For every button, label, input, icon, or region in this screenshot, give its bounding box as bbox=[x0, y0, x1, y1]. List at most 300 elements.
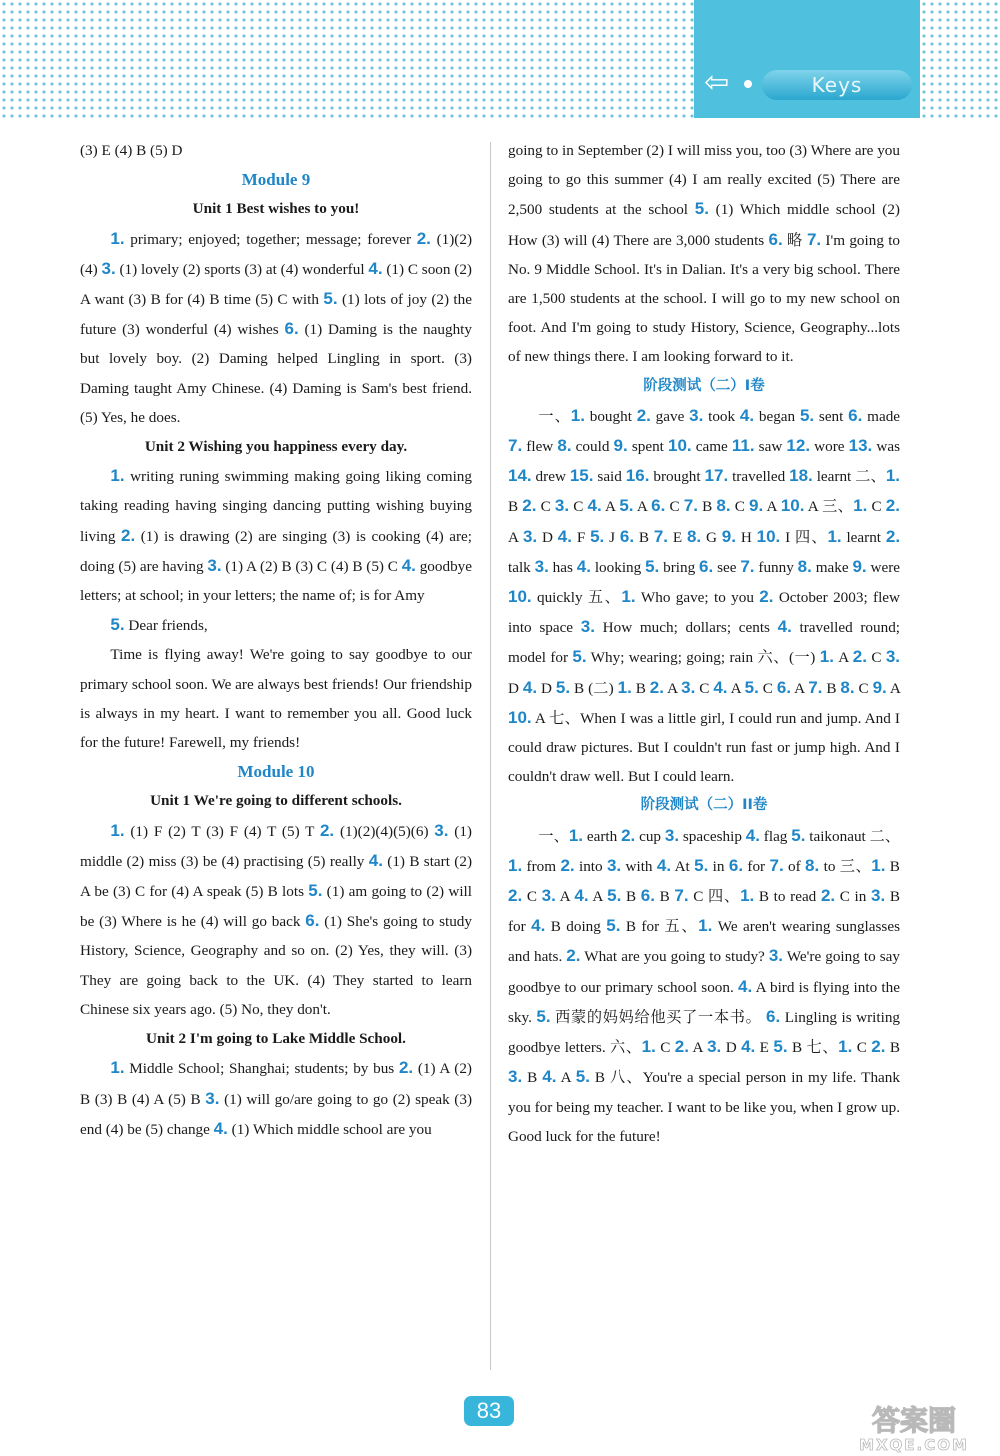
answer-text: (1) middle (2) miss (3) be (4) practising (5) really bbox=[80, 822, 472, 870]
answer-paragraph bbox=[80, 816, 472, 1024]
question-number: 5. bbox=[590, 526, 605, 546]
stage-test-heading: 阶段测试（二）II卷 bbox=[640, 797, 768, 814]
question-number: 3. bbox=[606, 855, 622, 875]
question-number: 6. bbox=[284, 319, 299, 339]
question-number: 7. bbox=[806, 229, 822, 249]
question-number: 12. bbox=[786, 436, 811, 456]
answer-text: 四、 bbox=[708, 888, 741, 906]
answer-text: learnt bbox=[812, 468, 856, 486]
question-number: 4. bbox=[656, 855, 672, 875]
unit-heading: Unit 1 We're going to different schools. bbox=[150, 792, 402, 810]
answer-text: 七、When I was a little girl, I could run and jump. And I could draw pictures. But I couldn't run fast or jump high. And I couldn't draw well. But I could learn. bbox=[508, 709, 900, 786]
answer-text: B to read bbox=[754, 888, 821, 906]
answer-text: 四、 bbox=[794, 528, 828, 546]
unit-heading: Unit 2 I'm going to Lake Middle School. bbox=[146, 1030, 406, 1048]
answer-paragraph bbox=[508, 821, 900, 1151]
question-number: 4. bbox=[587, 496, 602, 516]
answer-text: C bbox=[569, 498, 588, 516]
question-number: 17. bbox=[704, 466, 729, 486]
answer-text: talk bbox=[508, 558, 535, 576]
answer-text: with bbox=[621, 857, 657, 875]
question-number: 4. bbox=[745, 825, 760, 845]
question-number: 5. bbox=[606, 916, 621, 936]
answer-text: from bbox=[522, 857, 561, 875]
question-number: 2. bbox=[852, 647, 867, 667]
answer-text: What are you going to study? bbox=[580, 948, 769, 966]
answer-text: were bbox=[866, 558, 900, 576]
question-number: 6. bbox=[848, 405, 863, 425]
question-number: 3. bbox=[205, 1088, 220, 1108]
question-number: 2. bbox=[621, 825, 636, 845]
letter-paragraph: Time is flying away! We're going to say goodbye to our primary school soon. We are always best friends! Our friendship is always in my heart. I want to remember you all. Good luck for the future! Farewell, my friends! bbox=[80, 646, 472, 752]
answer-text: goodbye letters; at school; in your letters; the name of; is for Amy bbox=[80, 557, 472, 605]
answer-text: C bbox=[665, 498, 684, 516]
answer-text: A bbox=[763, 498, 781, 516]
answer-text: 一、 bbox=[538, 407, 571, 425]
question-number: 3. bbox=[580, 617, 595, 637]
question-number: 10. bbox=[508, 587, 532, 607]
question-number: 3. bbox=[508, 1067, 523, 1087]
answer-text: (1) lots of joy (2) the future (3) wonderful (4) wishes bbox=[80, 291, 472, 339]
answer-text: (1) Which middle school (2) How (3) will (4) There are 3,000 students bbox=[508, 201, 900, 249]
answer-text: C bbox=[695, 679, 714, 697]
question-number: 2. bbox=[820, 886, 836, 906]
answer-text: took bbox=[703, 407, 740, 425]
answer-text: (1) B start (2) A be (3) C for (4) A speak (5) B lots bbox=[80, 852, 472, 901]
answer-text: Lingling is writing goodbye letters. bbox=[508, 1008, 901, 1057]
answer-text: could bbox=[571, 438, 614, 456]
answer-text: (1) C soon (2) A want (3) B for (4) B time (5) C with bbox=[80, 260, 472, 309]
question-number: 1. bbox=[641, 1037, 656, 1057]
answer-text: make bbox=[811, 558, 853, 576]
question-number: 6. bbox=[651, 496, 666, 516]
question-number: 8. bbox=[686, 526, 702, 546]
question-number: 1. bbox=[568, 825, 584, 845]
answer-text: bought bbox=[584, 407, 637, 425]
question-number: 10. bbox=[508, 707, 532, 727]
answer-text: F bbox=[571, 528, 591, 546]
question-number: 6. bbox=[619, 526, 635, 546]
answer-text: 五、 bbox=[587, 589, 622, 607]
answer-text: (1) A (2) B (3) B (4) A (5) B bbox=[80, 1060, 472, 1108]
answer-text: B for bbox=[620, 918, 665, 936]
answer-text: came bbox=[691, 438, 732, 456]
question-number: 13. bbox=[848, 436, 873, 456]
answer-text: C bbox=[522, 888, 542, 906]
question-number: 3. bbox=[554, 496, 570, 516]
answer-text: learnt bbox=[841, 528, 886, 546]
question-number: 5. bbox=[799, 405, 815, 425]
question-number: 1. bbox=[621, 587, 636, 607]
question-number: 2. bbox=[885, 526, 901, 546]
answer-text: B bbox=[631, 679, 650, 697]
watermark-text: 答案圈 bbox=[871, 1404, 957, 1437]
answer-text: C bbox=[866, 649, 886, 667]
answer-text: 西蒙的妈妈给他买了一本书。 bbox=[550, 1008, 767, 1026]
answer-text: funny bbox=[754, 558, 798, 576]
question-number: 3. bbox=[707, 1037, 722, 1057]
answer-text: (1) A (2) B (3) C (4) B (5) C bbox=[221, 557, 402, 575]
answer-text: spaceship bbox=[679, 827, 746, 845]
answer-text: see bbox=[713, 558, 741, 576]
question-number: 16. bbox=[625, 466, 650, 486]
answer-text: drew bbox=[531, 468, 570, 486]
answer-text: said bbox=[593, 468, 626, 486]
question-number: 4. bbox=[401, 555, 416, 575]
answer-text: G bbox=[701, 528, 722, 546]
question-number: 5. bbox=[308, 881, 323, 901]
question-number: 8. bbox=[840, 677, 855, 697]
question-number: 4. bbox=[576, 556, 591, 576]
question-number: 4. bbox=[741, 1037, 756, 1057]
answer-text: At bbox=[671, 857, 695, 875]
answer-text: was bbox=[872, 438, 900, 456]
answer-text: I bbox=[780, 528, 795, 546]
question-number: 7. bbox=[674, 886, 689, 906]
answer-text: into bbox=[574, 857, 607, 875]
answer-text: has bbox=[548, 558, 577, 576]
answer-text: A bbox=[601, 498, 620, 516]
answer-text: 八、You're a special person in my life. Thank you for being my teacher. I want to be like you, when I grow up. Good luck for the future! bbox=[508, 1069, 900, 1145]
question-number: 2. bbox=[636, 405, 651, 425]
question-number: 2. bbox=[566, 946, 581, 966]
question-number: 10. bbox=[756, 526, 781, 546]
answer-paragraph bbox=[80, 1053, 472, 1144]
answer-text: B bbox=[822, 679, 841, 697]
question-number: 7. bbox=[683, 496, 698, 516]
question-number: 5. bbox=[773, 1037, 788, 1057]
answer-text: 一、 bbox=[538, 827, 569, 845]
answer-paragraph bbox=[508, 136, 900, 372]
question-number: 2. bbox=[398, 1058, 414, 1078]
question-number: 6. bbox=[305, 911, 320, 931]
answer-text: Who gave; to you bbox=[635, 589, 760, 607]
answer-text: Why; wearing; going; rain bbox=[586, 649, 758, 667]
question-number: 18. bbox=[789, 466, 813, 486]
question-number: 9. bbox=[721, 526, 736, 546]
module-heading: Module 10 bbox=[237, 762, 315, 782]
question-number: 2. bbox=[508, 886, 523, 906]
answer-text: to bbox=[819, 857, 840, 875]
question-number: 9. bbox=[852, 556, 867, 576]
question-number: 3. bbox=[689, 405, 704, 425]
question-number: 1. bbox=[110, 820, 125, 840]
question-number: 3. bbox=[871, 886, 886, 906]
answer-text: quickly bbox=[531, 589, 588, 607]
unit-heading: Unit 2 Wishing you happiness every day. bbox=[144, 438, 408, 456]
question-number: 7. bbox=[769, 855, 784, 875]
stage-test-heading: 阶段测试（二）I卷 bbox=[643, 377, 765, 394]
answer-text: B bbox=[589, 1069, 611, 1087]
module-heading: Module 9 bbox=[241, 170, 311, 190]
answer-line: (3) E (4) B (5) D bbox=[80, 142, 183, 159]
question-number: 2. bbox=[416, 228, 431, 248]
question-number: 15. bbox=[569, 466, 594, 486]
question-number: 4. bbox=[574, 886, 589, 906]
question-number: 7. bbox=[653, 526, 669, 546]
answer-text: C bbox=[854, 679, 873, 697]
answer-text: began bbox=[754, 407, 800, 425]
header-keys-panel bbox=[694, 0, 920, 118]
answer-text: B bbox=[508, 498, 523, 516]
answer-text: C in bbox=[835, 888, 872, 906]
question-number: 9. bbox=[613, 436, 628, 456]
keys-label: Keys bbox=[762, 70, 912, 100]
question-number: 1. bbox=[740, 886, 755, 906]
answer-text: (1) lovely (2) sports (3) at (4) wonderful bbox=[115, 260, 369, 278]
question-number: 1. bbox=[838, 1037, 853, 1057]
answer-text: brought bbox=[649, 468, 705, 486]
answer-text: 三、 bbox=[822, 498, 854, 516]
question-number: 4. bbox=[738, 976, 753, 996]
answer-text: Middle School; Shanghai; students; by bus bbox=[124, 1060, 399, 1078]
answer-text: (1) am going to (2) will be (3) Where is he (4) will go back bbox=[80, 883, 472, 931]
question-number: 1. bbox=[110, 466, 125, 486]
question-number: 5. bbox=[572, 647, 587, 667]
answer-text: J bbox=[604, 528, 620, 546]
answer-paragraph bbox=[80, 461, 472, 610]
answer-text: (1) She's going to study History, Science, Geography and so on. (2) Yes, they will. (3) They are going back to the UK. (4) They started to learn Chinese six years ago. (5) No, they don't. bbox=[80, 913, 472, 1018]
answer-text: sent bbox=[814, 407, 849, 425]
question-number: 1. bbox=[853, 496, 868, 516]
answer-text: B bbox=[522, 1069, 543, 1087]
question-number: 6. bbox=[768, 229, 783, 249]
question-number: 5. bbox=[791, 825, 806, 845]
question-number: 7. bbox=[740, 556, 755, 576]
answer-text: C bbox=[688, 888, 708, 906]
question-number: 14. bbox=[508, 466, 532, 486]
answer-text: of bbox=[783, 857, 806, 875]
answer-text: I'm going to No. 9 Middle School. It's in Dalian. It's a very big school. There are 1,500 students at the school. I will go to my new school on foot. And I'm going to study History, Science, Geography...lots of new things there. I am looking forward to it. bbox=[508, 231, 901, 366]
answer-text: gave bbox=[650, 407, 690, 425]
question-number: 1. bbox=[819, 647, 834, 667]
answer-text: C bbox=[730, 498, 750, 516]
question-number: 2. bbox=[649, 677, 664, 697]
question-number: 3. bbox=[101, 258, 116, 278]
answer-text: B for bbox=[508, 888, 900, 936]
answer-text: D bbox=[508, 679, 523, 697]
question-number: 5. bbox=[607, 886, 622, 906]
answer-text: A bbox=[688, 1039, 708, 1057]
unit-heading: Unit 1 Best wishes to you! bbox=[192, 200, 360, 218]
answer-text: C bbox=[867, 498, 886, 516]
answer-text: travelled round; model for bbox=[508, 619, 901, 667]
answer-text: 五、 bbox=[664, 918, 699, 936]
answer-text: A bbox=[663, 679, 682, 697]
question-number: 3. bbox=[664, 825, 680, 845]
answer-text: H bbox=[735, 528, 757, 546]
answer-text: for bbox=[743, 857, 770, 875]
answer-text: saw bbox=[754, 438, 787, 456]
question-number: 3. bbox=[522, 526, 538, 546]
question-number: 6. bbox=[766, 1006, 781, 1026]
question-number: 1. bbox=[110, 1058, 125, 1078]
answer-text: in bbox=[708, 857, 729, 875]
question-number: 4. bbox=[557, 526, 572, 546]
dot-icon bbox=[744, 80, 752, 88]
question-number: 2. bbox=[759, 587, 774, 607]
answer-text: D bbox=[537, 528, 558, 546]
question-number: 5. bbox=[744, 677, 759, 697]
question-number: 6. bbox=[699, 556, 714, 576]
answer-text: flag bbox=[759, 827, 792, 845]
question-number: 1. bbox=[871, 855, 886, 875]
question-number: 10. bbox=[780, 496, 805, 516]
question-number: 1. bbox=[827, 526, 842, 546]
answer-text: B bbox=[885, 1039, 900, 1057]
left-column bbox=[80, 136, 472, 1144]
answer-text: A bbox=[833, 649, 853, 667]
answer-text: 七、 bbox=[806, 1039, 839, 1057]
watermark-url: MXQE.COM bbox=[859, 1436, 969, 1454]
question-number: 4. bbox=[368, 850, 383, 870]
answer-text: 略 bbox=[782, 231, 807, 249]
answer-text: B bbox=[654, 888, 675, 906]
answer-text: A bbox=[508, 528, 523, 546]
question-number: 5. bbox=[694, 855, 709, 875]
question-number: 4. bbox=[522, 677, 538, 697]
answer-text: E bbox=[755, 1039, 774, 1057]
answer-text: 二、 bbox=[869, 827, 901, 845]
question-number: 5. bbox=[536, 1006, 551, 1026]
question-number: 2. bbox=[871, 1037, 886, 1057]
question-number: 4. bbox=[542, 1067, 557, 1087]
answer-text: D bbox=[721, 1039, 742, 1057]
question-number: 8. bbox=[805, 855, 820, 875]
answer-text: A bbox=[633, 498, 652, 516]
question-number: 6. bbox=[776, 677, 792, 697]
question-number: 5. bbox=[645, 556, 660, 576]
answer-text: looking bbox=[590, 558, 646, 576]
question-number: 4. bbox=[531, 916, 546, 936]
answer-text: We aren't wearing sunglasses and hats. bbox=[508, 918, 900, 966]
question-number: 2. bbox=[522, 496, 537, 516]
answer-text: (1) is drawing (2) are singing (3) is cooking (4) are; doing (5) are having bbox=[80, 527, 472, 575]
answer-text: (1) Daming is the naughty but lovely boy. (2) Daming helped Lingling in sport. (3) Daming taught Amy Chinese. (4) Daming is Sam's best friend. (5) Yes, he does. bbox=[80, 321, 472, 426]
answer-text: cup bbox=[635, 827, 665, 845]
answer-text: B bbox=[885, 857, 900, 875]
answer-text: C bbox=[536, 498, 555, 516]
answer-text: A bbox=[804, 498, 823, 516]
question-number: 3. bbox=[434, 820, 449, 840]
answer-text: October 2003; flew into space bbox=[508, 589, 900, 637]
question-number: 2. bbox=[120, 525, 136, 545]
question-number: 5. bbox=[555, 677, 571, 697]
arrow-left-icon: ⇦ bbox=[704, 65, 730, 100]
answer-text: A bbox=[727, 679, 745, 697]
answer-text: D bbox=[537, 679, 556, 697]
question-number: 3. bbox=[541, 886, 556, 906]
answer-text: A bbox=[791, 679, 809, 697]
question-number: 5. bbox=[575, 1067, 590, 1087]
column-divider bbox=[490, 142, 491, 1370]
right-column bbox=[508, 136, 900, 1151]
answer-text: 二、 bbox=[855, 468, 886, 486]
answer-paragraph bbox=[80, 224, 472, 432]
answer-text: 六、(一) bbox=[757, 649, 820, 667]
answer-text: A bbox=[556, 1069, 576, 1087]
answer-text: B bbox=[570, 679, 589, 697]
question-number: 2. bbox=[319, 820, 335, 840]
answer-text: travelled bbox=[728, 468, 790, 486]
answer-text: C bbox=[655, 1039, 675, 1057]
question-number: 8. bbox=[716, 496, 731, 516]
answer-text: A bbox=[555, 888, 575, 906]
answer-text: (二) bbox=[588, 679, 618, 697]
answer-text: made bbox=[862, 407, 901, 425]
page-number: 83 bbox=[464, 1396, 514, 1426]
question-number: 1. bbox=[617, 677, 632, 697]
answer-text: B bbox=[621, 888, 641, 906]
question-number: 6. bbox=[728, 855, 744, 875]
answer-text: bring bbox=[659, 558, 700, 576]
answer-paragraph bbox=[80, 610, 472, 640]
answer-text: Dear friends, bbox=[124, 617, 208, 635]
question-number: 3. bbox=[885, 647, 901, 667]
answer-text: earth bbox=[583, 827, 622, 845]
answer-text: writing runing swimming making going liking coming taking reading having singing dancing putting wishing buying living bbox=[80, 468, 472, 545]
question-number: 1. bbox=[698, 916, 713, 936]
answer-text: taikonaut bbox=[805, 827, 870, 845]
answer-text: (1) will go/are going to go (2) speak (3) end (4) be (5) change bbox=[80, 1090, 473, 1138]
question-number: 11. bbox=[731, 436, 755, 456]
answer-text: (1)(2)(4) bbox=[80, 230, 472, 278]
question-number: 5. bbox=[323, 289, 338, 309]
answer-text: B bbox=[634, 528, 654, 546]
question-number: 9. bbox=[749, 496, 764, 516]
answer-text: wore bbox=[810, 438, 849, 456]
answer-text: 三、 bbox=[839, 857, 872, 875]
question-number: 8. bbox=[797, 556, 812, 576]
question-number: 1. bbox=[508, 855, 523, 875]
answer-text: (1)(2)(4)(5)(6) bbox=[334, 822, 435, 840]
watermark-logo bbox=[834, 1400, 994, 1454]
question-number: 5. bbox=[110, 615, 125, 635]
question-number: 1. bbox=[110, 228, 125, 248]
answer-text: (1) Which middle school are you bbox=[227, 1120, 432, 1138]
answer-text: E bbox=[668, 528, 687, 546]
question-number: 3. bbox=[681, 677, 696, 697]
answer-text: A bbox=[531, 709, 550, 727]
question-number: 4. bbox=[368, 258, 383, 278]
question-number: 1. bbox=[885, 466, 901, 486]
question-number: 4. bbox=[777, 617, 792, 637]
answer-text: We're going to say goodbye to our primary school soon. bbox=[508, 948, 900, 996]
question-number: 3. bbox=[207, 555, 222, 575]
question-number: 8. bbox=[557, 436, 572, 456]
question-number: 10. bbox=[667, 436, 692, 456]
answer-text: going to in September (2) I will miss you, too (3) Where are you going to go this summer (4) I am really excited (5) There are 2,500 students at the school bbox=[508, 142, 900, 219]
answer-text: flew bbox=[522, 438, 558, 456]
question-number: 3. bbox=[534, 556, 549, 576]
question-number: 4. bbox=[739, 405, 755, 425]
answer-text: A bbox=[886, 679, 900, 697]
answer-text: B bbox=[697, 498, 717, 516]
answer-text: How much; dollars; cents bbox=[594, 619, 778, 637]
question-number: 4. bbox=[713, 677, 728, 697]
question-number: 7. bbox=[808, 677, 823, 697]
question-number: 4. bbox=[213, 1118, 228, 1138]
answer-text: primary; enjoyed; together; message; forever bbox=[124, 230, 417, 248]
question-number: 6. bbox=[640, 886, 655, 906]
answer-text: A bbox=[588, 888, 608, 906]
answer-text: 六、 bbox=[610, 1039, 642, 1057]
question-number: 2. bbox=[560, 855, 575, 875]
question-number: 5. bbox=[619, 496, 634, 516]
answer-text: spent bbox=[627, 438, 668, 456]
question-number: 7. bbox=[508, 436, 523, 456]
question-number: 2. bbox=[674, 1037, 689, 1057]
